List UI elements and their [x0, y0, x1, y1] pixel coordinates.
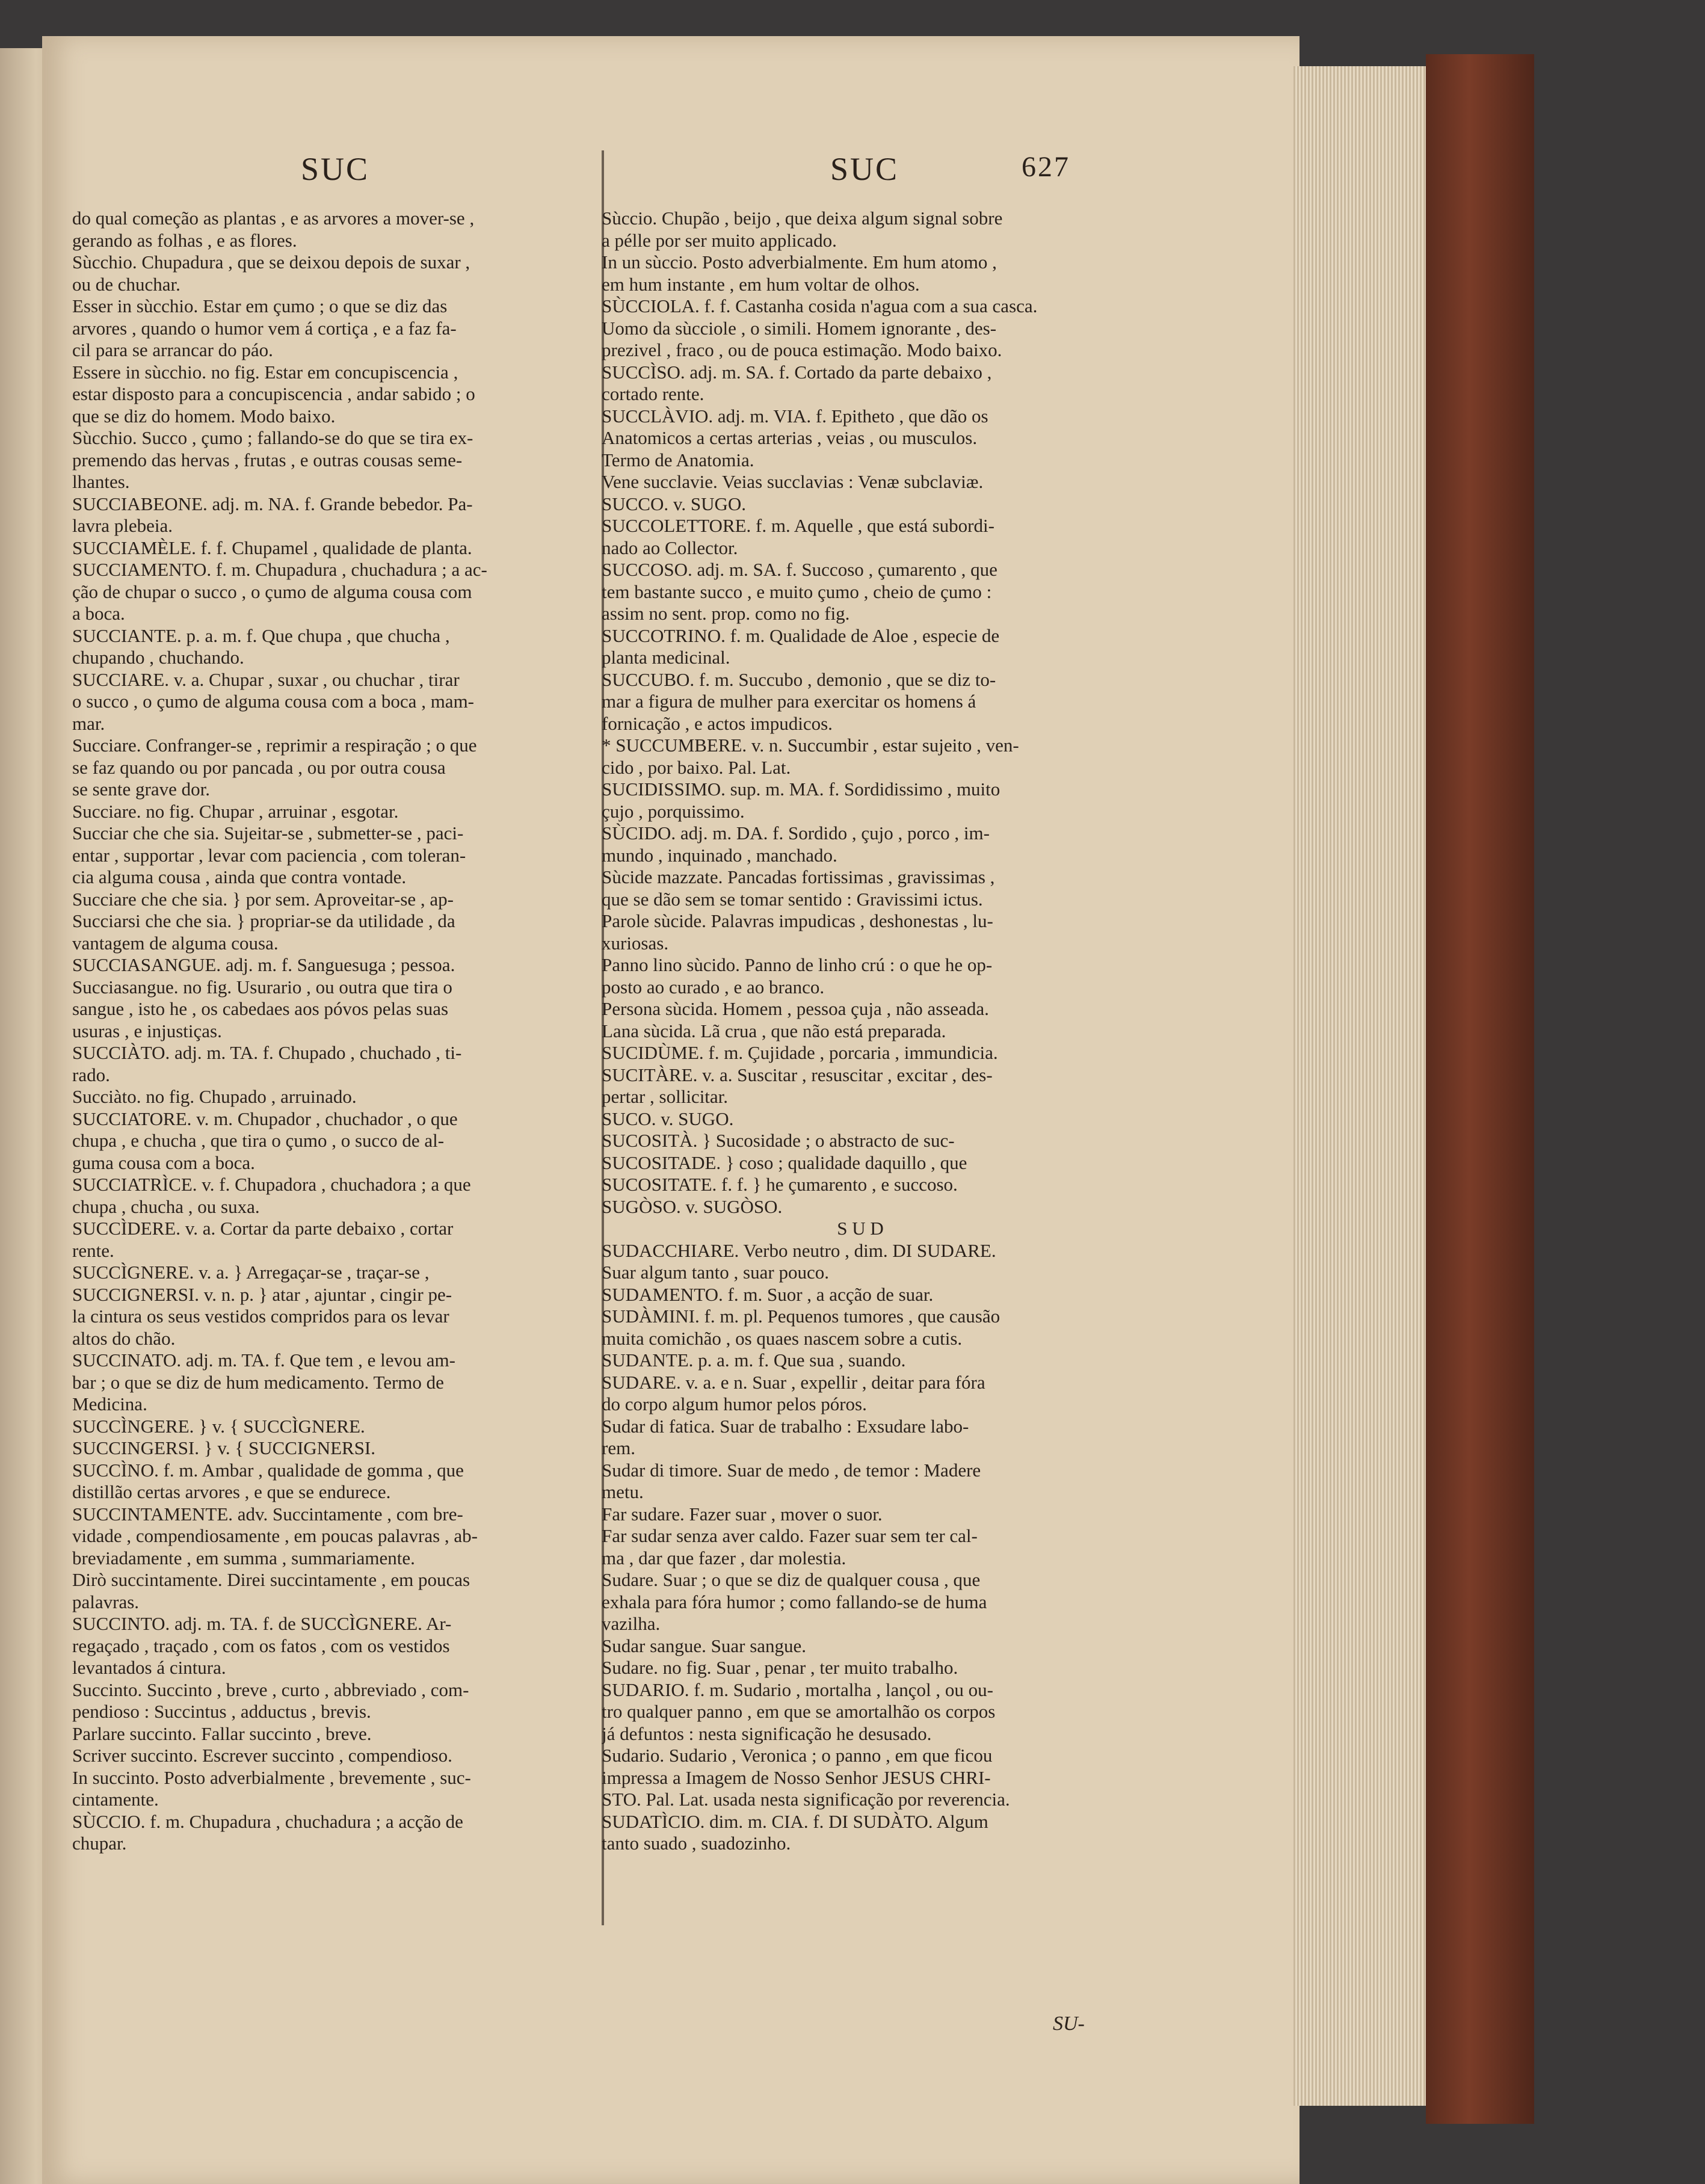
text-line: Sùcchio. Succo , çumo ; fallando-se do que se tira ex-	[72, 427, 473, 448]
header-left-word: SUC	[301, 151, 370, 187]
text-line: regaçado , traçado , com os fatos , com os vestidos	[72, 1635, 450, 1656]
text-line: Parlare succinto. Fallar succinto , breve.	[72, 1723, 372, 1744]
text-line: SUGÒSO. v. SUGÒSO.	[602, 1195, 783, 1217]
text-line: Succiar che che sia. Sujeitar-se , submetter-se , paci-	[72, 822, 464, 844]
text-line: vazilha.	[602, 1613, 661, 1634]
text-line: impressa a Imagem de Nosso Senhor JESUS CHRI-	[602, 1766, 991, 1788]
text-line: SUCCIGNERSI. v. n. p. } atar , ajuntar , cingir pe-	[72, 1283, 452, 1305]
text-line: levantados á cintura.	[72, 1657, 226, 1678]
text-line: SUCCIARE. v. a. Chupar , suxar , ou chuchar , tirar	[72, 668, 460, 690]
text-line: SUDARE. v. a. e n. Suar , expellir , deitar para fóra	[602, 1371, 985, 1393]
text-line: SUDAMENTO. f. m. Suor , a acção de suar.	[602, 1283, 934, 1305]
text-line: In succinto. Posto adverbialmente , brevemente , suc-	[72, 1766, 471, 1788]
text-line: rem.	[602, 1437, 635, 1458]
text-line: SUCCINTAMENTE. adv. Succintamente , com bre-	[72, 1503, 463, 1525]
text-line: Succinto. Succinto , breve , curto , abbreviado , com-	[72, 1679, 469, 1700]
text-line: Succiare che che sia. } por sem. Aproveitar-se , ap-	[72, 888, 454, 910]
text-line: SUCCIAMENTO. f. m. Chupadura , chuchadura ; a ac-	[72, 559, 487, 580]
text-line: rente.	[72, 1239, 114, 1261]
text-line: se sente grave dor.	[72, 779, 210, 800]
text-line: o succo , o çumo de alguma cousa com a boca , mam-	[72, 691, 474, 712]
text-line: pendioso : Succintus , adductus , brevis.	[72, 1701, 371, 1722]
text-line: In un sùccio. Posto adverbialmente. Em hum atomo ,	[602, 251, 997, 273]
text-line: SUDANTE. p. a. m. f. Que sua , suando.	[602, 1350, 906, 1371]
text-line: Sudar di fatica. Suar de trabalho : Exsudare labo-	[602, 1415, 969, 1437]
text-line: muita comichão , os quaes nascem sobre a cutis.	[602, 1327, 963, 1349]
text-line: SÙCCIO. f. m. Chupadura , chuchadura ; a acção de	[72, 1810, 463, 1832]
text-line: xuriosas.	[602, 932, 669, 954]
text-line: que se dão sem se tomar sentido : Gravissimi ictus.	[602, 888, 983, 910]
text-line: ção de chupar o succo , o çumo de alguma cousa com	[72, 581, 472, 602]
text-line: Esser in sùcchio. Estar em çumo ; o que se diz das	[72, 295, 448, 316]
text-line: exhala para fóra humor ; como fallando-se de huma	[602, 1591, 987, 1612]
text-line: la cintura os seus vestidos compridos para os levar	[72, 1306, 449, 1327]
text-line: SUCCO. v. SUGO.	[602, 493, 747, 514]
text-line: chupa , e chucha , que tira o çumo , o succo de al-	[72, 1130, 445, 1151]
text-line: SUCIDÙME. f. m. Çujidade , porcaria , immundicia.	[602, 1042, 998, 1063]
text-line: SUCCIATRÌCE. v. f. Chupadora , chuchadora ; a que	[72, 1174, 471, 1195]
text-line: SUCCIASANGUE. adj. m. f. Sanguesuga ; pessoa.	[72, 954, 455, 975]
text-line: SUDACCHIARE. Verbo neutro , dim. DI SUDARE.	[602, 1239, 996, 1261]
text-line: cia alguma cousa , ainda que contra vontade.	[72, 866, 407, 887]
text-line: prezivel , fraco , ou de pouca estimação. Modo baixo.	[602, 339, 1002, 360]
text-line: Scriver succinto. Escrever succinto , compendioso.	[72, 1745, 452, 1766]
text-line: ma , dar que fazer , dar molestia.	[602, 1547, 846, 1569]
text-line: Far sudar senza aver caldo. Fazer suar sem ter cal-	[602, 1525, 978, 1546]
text-line: SUCCLÀVIO. adj. m. VIA. f. Epitheto , que dão os	[602, 405, 988, 427]
text-line: guma cousa com a boca.	[72, 1152, 255, 1173]
text-line: do corpo algum humor pelos póros.	[602, 1393, 867, 1414]
text-line: Vene succlavie. Veias succlavias : Venæ subclaviæ.	[602, 471, 984, 492]
text-line: Far sudare. Fazer suar , mover o suor.	[602, 1503, 883, 1525]
text-line: S U D	[837, 1218, 884, 1239]
text-line: Sudar sangue. Suar sangue.	[602, 1635, 807, 1656]
text-line: SUCCIAMÈLE. f. f. Chupamel , qualidade de planta.	[72, 537, 472, 558]
text-line: tanto suado , suadozinho.	[602, 1833, 791, 1854]
text-line: tem bastante succo , e muito çumo , cheio de çumo :	[602, 581, 992, 602]
text-line: SUCCÌDERE. v. a. Cortar da parte debaixo , cortar	[72, 1218, 454, 1239]
text-line: pertar , sollicitar.	[602, 1086, 729, 1107]
text-line: Persona sùcida. Homem , pessoa çuja , não asseada.	[602, 998, 989, 1019]
text-line: SUCCÌGNERE. v. a. } Arregaçar-se , traçar-se ,	[72, 1262, 430, 1283]
text-line: metu.	[602, 1481, 644, 1502]
text-line: Sudare. Suar ; o que se diz de qualquer cousa , que	[602, 1569, 981, 1590]
text-line: SUCCINATO. adj. m. TA. f. Que tem , e levou am-	[72, 1350, 455, 1371]
text-line: vantagem de alguma cousa.	[72, 932, 279, 954]
text-line: Succiasangue. no fig. Usurario , ou outra que tira o	[72, 976, 452, 998]
text-line: em hum instante , em hum voltar de olhos.	[602, 273, 920, 295]
text-line: SUDARIO. f. m. Sudario , mortalha , lançol , ou ou-	[602, 1679, 993, 1700]
text-line: SUCCIABEONE. adj. m. NA. f. Grande bebedor. Pa-	[72, 493, 473, 514]
text-line: usuras , e injustiças.	[72, 1020, 222, 1041]
text-line: a pélle por ser muito applicado.	[602, 229, 837, 251]
text-line: SUCCINGERSI. } v. { SUCCIGNERSI.	[72, 1437, 376, 1458]
text-line: que se diz do homem. Modo baixo.	[72, 405, 336, 427]
text-line: palavras.	[72, 1591, 140, 1612]
text-line: Uomo da sùcciole , o simili. Homem ignorante , des-	[602, 317, 997, 339]
text-line: çujo , porquissimo.	[602, 800, 745, 822]
text-line: Sùcchio. Chupadura , que se deixou depois de suxar ,	[72, 251, 470, 273]
text-line: SUCCÌSO. adj. m. SA. f. Cortado da parte debaixo ,	[602, 361, 992, 383]
text-line: do qual começão as plantas , e as arvores a mover-se ,	[72, 208, 475, 229]
text-line: lavra plebeia.	[72, 515, 173, 536]
text-line: chupa , chucha , ou suxa.	[72, 1195, 260, 1217]
page-edges	[1293, 66, 1426, 2106]
text-line: SUCCOTRINO. f. m. Qualidade de Aloe , especie de	[602, 625, 1000, 646]
text-line: SÙCCIOLA. f. f. Castanha cosida n'agua com a sua casca.	[602, 295, 1038, 316]
text-line: Sudare. no fig. Suar , penar , ter muito trabalho.	[602, 1657, 958, 1678]
text-line: sangue , isto he , os cabedaes aos póvos pelas suas	[72, 998, 449, 1019]
text-line: mundo , inquinado , manchado.	[602, 844, 837, 866]
text-line: cil para se arrancar do páo.	[72, 339, 273, 360]
text-line: mar a figura de mulher para exercitar os homens á	[602, 691, 976, 712]
text-line: altos do chão.	[72, 1327, 176, 1349]
text-line: SUCOSITADE. } coso ; qualidade daquillo , que	[602, 1152, 967, 1173]
text-line: estar disposto para a concupiscencia , andar sabido ; o	[72, 383, 475, 404]
text-line: a boca.	[72, 603, 125, 624]
text-line: vidade , compendiosamente , em poucas palavras , ab-	[72, 1525, 478, 1546]
text-line: entar , supportar , levar com paciencia , com toleran-	[72, 844, 466, 866]
text-line: cortado rente.	[602, 383, 705, 404]
text-line: SUCCOLETTORE. f. m. Aquelle , que está subordi-	[602, 515, 994, 536]
text-line: mar.	[72, 712, 105, 734]
right-column	[602, 208, 1119, 1855]
text-line: Dirò succintamente. Direi succintamente , em poucas	[72, 1569, 470, 1590]
text-line: Sùccio. Chupão , beijo , que deixa algum signal sobre	[602, 208, 1003, 229]
text-line: SUCCOSO. adj. m. SA. f. Succoso , çumarento , que	[602, 559, 997, 580]
text-line: Sudario. Sudario , Veronica ; o panno , em que ficou	[602, 1745, 993, 1766]
text-line: Sùcide mazzate. Pancadas fortissimas , gravissimas ,	[602, 866, 995, 887]
text-line: SUCOSITÀ. } Sucosidade ; o abstracto de suc-	[602, 1130, 955, 1151]
text-line: SUDÀMINI. f. m. pl. Pequenos tumores , que causão	[602, 1306, 1000, 1327]
text-line: SUCCINTO. adj. m. TA. f. de SUCCÌGNERE. Ar-	[72, 1613, 452, 1634]
text-line: SUCCUBO. f. m. Succubo , demonio , que se diz to-	[602, 668, 996, 690]
text-line: SUCCÌNGERE. } v. { SUCCÌGNERE.	[72, 1415, 365, 1437]
text-line: Essere in sùcchio. no fig. Estar em concupiscencia ,	[72, 361, 458, 383]
text-line: SUCITÀRE. v. a. Suscitar , resuscitar , excitar , des-	[602, 1064, 993, 1085]
text-line: Parole sùcide. Palavras impudicas , deshonestas , lu-	[602, 910, 993, 931]
book-cover	[1426, 54, 1534, 2124]
text-line: tro qualquer panno , em que se amortalhão os corpos	[602, 1701, 996, 1722]
text-line: distillão certas arvores , e que se endurece.	[72, 1481, 391, 1502]
text-line: já defuntos : nesta significação he desusado.	[602, 1723, 932, 1744]
text-line: Panno lino sùcido. Panno de linho crú : o que he op-	[602, 954, 993, 975]
text-line: nado ao Collector.	[602, 537, 738, 558]
text-line: Succiàto. no fig. Chupado , arruinado.	[72, 1086, 357, 1107]
page-number: 627	[1022, 151, 1070, 183]
text-line: se faz quando ou por pancada , ou por outra cousa	[72, 756, 446, 778]
text-line: posto ao curado , e ao branco.	[602, 976, 825, 998]
text-line: STO. Pal. Lat. usada nesta significação por reverencia.	[602, 1789, 1010, 1810]
text-line: SUCO. v. SUGO.	[602, 1108, 734, 1129]
text-line: breviadamente , em summa , summariamente.	[72, 1547, 415, 1569]
text-line: bar ; o que se diz de hum medicamento. Termo de	[72, 1371, 444, 1393]
text-line: fornicação , e actos impudicos.	[602, 712, 833, 734]
text-line: SUCCIATORE. v. m. Chupador , chuchador , o que	[72, 1108, 458, 1129]
text-line: SUDATÌCIO. dim. m. CIA. f. DI SUDÀTO. Algum	[602, 1810, 988, 1832]
text-line: cido , por baixo. Pal. Lat.	[602, 756, 791, 778]
catchword: SU-	[1053, 2013, 1085, 2035]
text-line: planta medicinal.	[602, 647, 730, 668]
text-line: Succiarsi che che sia. } propriar-se da utilidade , da	[72, 910, 455, 931]
text-line: SUCIDISSIMO. sup. m. MA. f. Sordidissimo , muito	[602, 779, 1000, 800]
text-line: premendo das hervas , frutas , e outras cousas seme-	[72, 449, 463, 470]
text-line: SUCOSITATE. f. f. } he çumarento , e succoso.	[602, 1174, 958, 1195]
text-line: Suar algum tanto , suar pouco.	[602, 1262, 829, 1283]
text-line: SUCCIÀTO. adj. m. TA. f. Chupado , chuchado , ti-	[72, 1042, 462, 1063]
text-line: cintamente.	[72, 1789, 159, 1810]
text-line: Sudar di timore. Suar de medo , de temor : Madere	[602, 1459, 981, 1481]
text-line: chupando , chuchando.	[72, 647, 244, 668]
text-line: Medicina.	[72, 1393, 147, 1414]
text-line: Lana sùcida. Lã crua , que não está preparada.	[602, 1020, 946, 1041]
text-line: arvores , quando o humor vem á cortiça , e a faz fa-	[72, 317, 457, 339]
header-right-word: SUC	[830, 151, 899, 187]
text-line: SUCCÌNO. f. m. Ambar , qualidade de gomma , que	[72, 1459, 464, 1481]
text-line: Succiare. Confranger-se , reprimir a respiração ; o que	[72, 735, 477, 756]
text-line: ou de chuchar.	[72, 273, 180, 295]
text-line: Anatomicos a certas arterias , veias , ou musculos.	[602, 427, 978, 448]
text-line: lhantes.	[72, 471, 130, 492]
text-line: SÙCIDO. adj. m. DA. f. Sordido , çujo , porco , im-	[602, 822, 990, 844]
text-line: gerando as folhas , e as flores.	[72, 229, 297, 251]
text-line: assim no sent. prop. como no fig.	[602, 603, 850, 624]
text-line: Succiare. no fig. Chupar , arruinar , esgotar.	[72, 800, 399, 822]
text-line: * SUCCUMBERE. v. n. Succumbir , estar sujeito , ven-	[602, 735, 1019, 756]
text-line: SUCCIANTE. p. a. m. f. Que chupa , que chucha ,	[72, 625, 450, 646]
text-line: rado.	[72, 1064, 110, 1085]
text-line: Termo de Anatomia.	[602, 449, 754, 470]
text-line: chupar.	[72, 1833, 127, 1854]
left-column	[72, 208, 590, 1855]
